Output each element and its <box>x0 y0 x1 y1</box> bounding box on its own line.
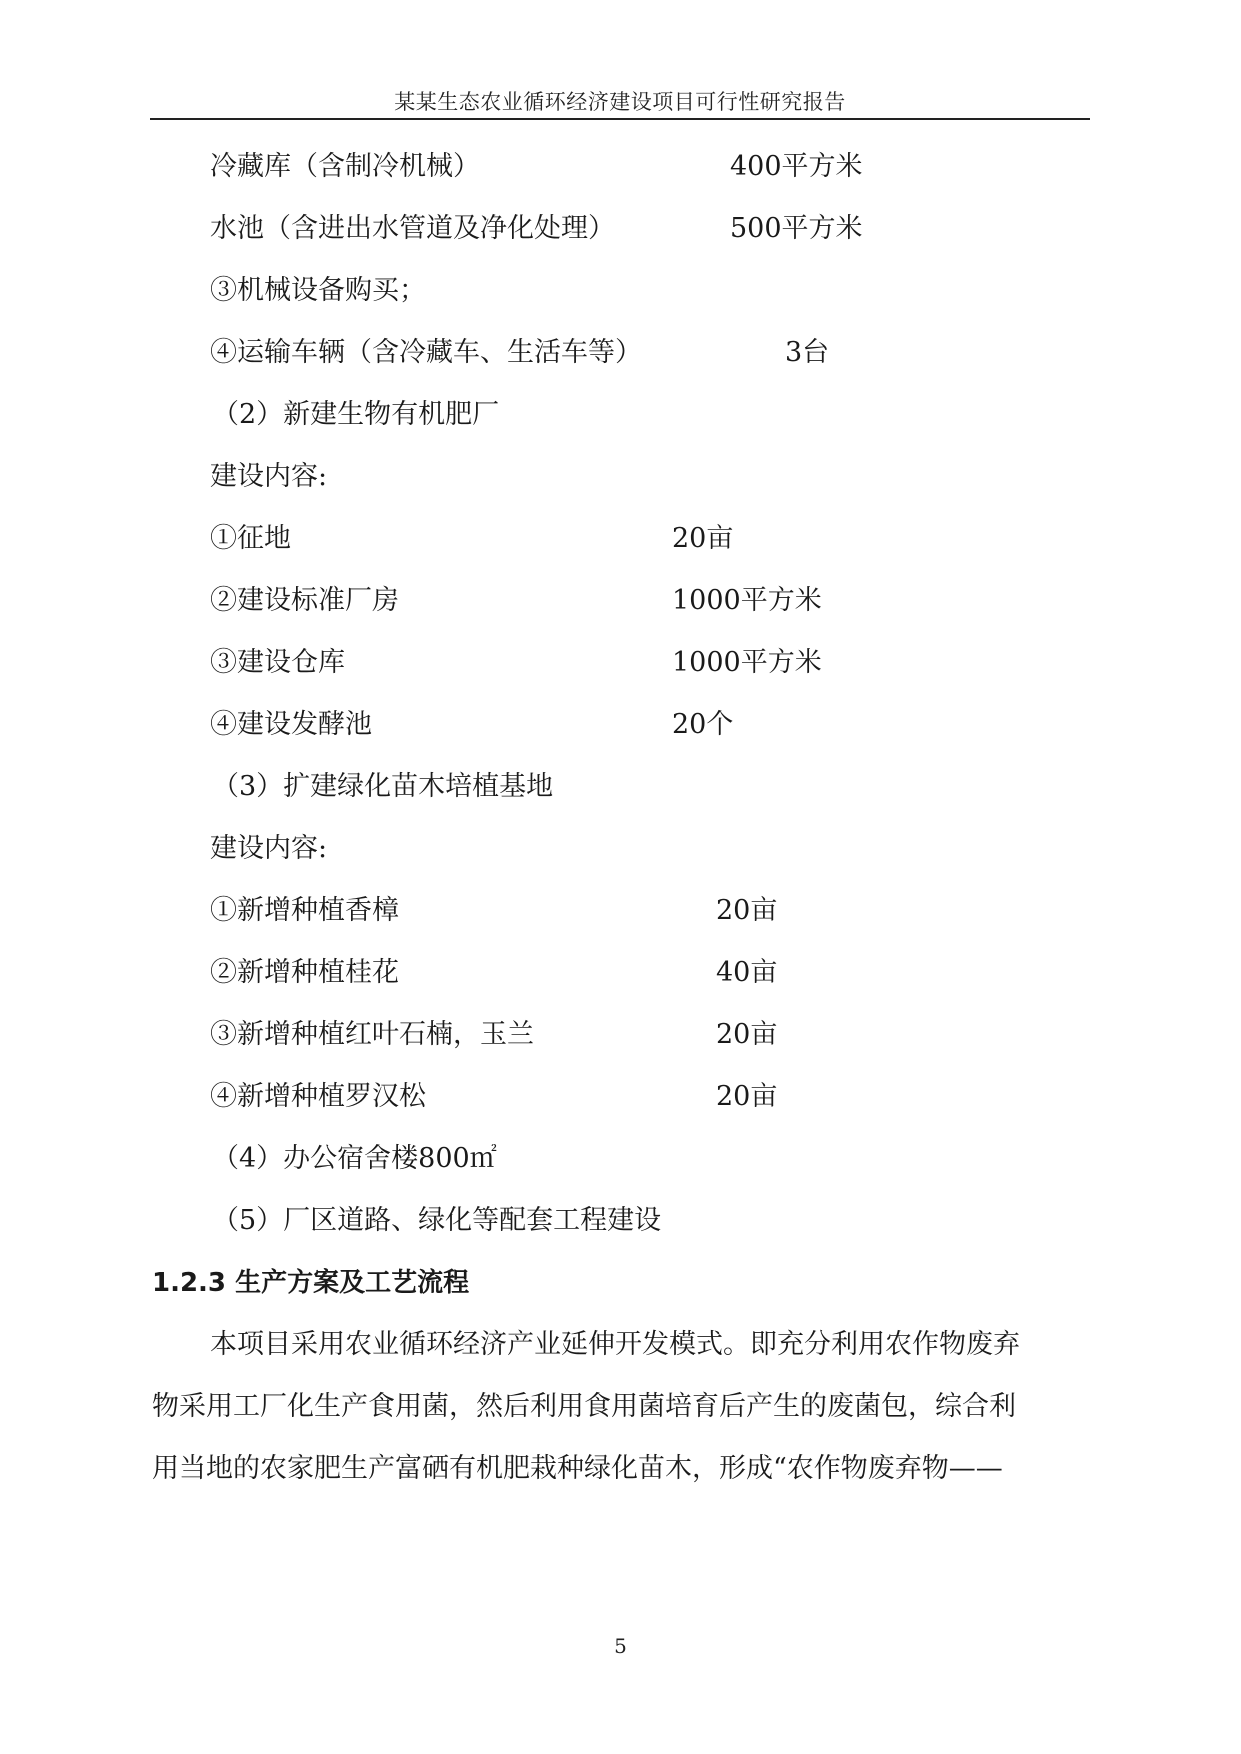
item-value-workshop: 1000平方米 <box>672 585 822 616</box>
item-label-water-pool: 水池（含进出水管道及净化处理） <box>210 213 615 244</box>
item-label-land: ①征地 <box>210 523 291 554</box>
page-number: 5 <box>614 1634 627 1658</box>
header-divider <box>150 118 1090 120</box>
item-value-photinia: 20亩 <box>716 1019 778 1050</box>
item-value-fermentation: 20个 <box>672 709 734 740</box>
item-label-photinia: ③新增种植红叶石楠，玉兰 <box>210 1019 534 1050</box>
item-value-water-pool: 500平方米 <box>730 213 863 244</box>
item-value-vehicles: 3台 <box>785 337 830 368</box>
paragraph-line-1: 本项目采用农业循环经济产业延伸开发模式。即充分利用农作物废弃 <box>210 1329 1020 1360</box>
section-heading: 1.2.3 生产方案及工艺流程 <box>152 1268 470 1298</box>
item-value-land: 20亩 <box>672 523 734 554</box>
subsection-roads-greening: （5）厂区道路、绿化等配套工程建设 <box>212 1205 662 1236</box>
item-label-osmanthus: ②新增种植桂花 <box>210 957 399 988</box>
item-label-podocarpus: ④新增种植罗汉松 <box>210 1081 426 1112</box>
item-label-workshop: ②建设标准厂房 <box>210 585 399 616</box>
item-label-warehouse: ③建设仓库 <box>210 647 345 678</box>
construction-content-label-2: 建设内容: <box>210 833 328 864</box>
item-value-podocarpus: 20亩 <box>716 1081 778 1112</box>
item-value-warehouse: 1000平方米 <box>672 647 822 678</box>
item-value-osmanthus: 40亩 <box>716 957 778 988</box>
subsection-nursery: （3）扩建绿化苗木培植基地 <box>212 771 554 802</box>
item-label-camphor: ①新增种植香樟 <box>210 895 399 926</box>
subsection-office-building: （4）办公宿舍楼800㎡ <box>212 1143 497 1174</box>
paragraph-line-3: 用当地的农家肥生产富硒有机肥栽种绿化苗木，形成“农作物废弃物—— <box>152 1453 1003 1484</box>
item-value-camphor: 20亩 <box>716 895 778 926</box>
item-label-machinery: ③机械设备购买； <box>210 275 426 306</box>
item-label-cold-storage: 冷藏库（含制冷机械） <box>210 151 480 182</box>
item-label-fermentation: ④建设发酵池 <box>210 709 372 740</box>
paragraph-line-2: 物采用工厂化生产食用菌，然后利用食用菌培育后产生的废菌包，综合利 <box>152 1391 1016 1422</box>
item-value-cold-storage: 400平方米 <box>730 151 863 182</box>
construction-content-label: 建设内容: <box>210 461 328 492</box>
subsection-fertilizer-plant: （2）新建生物有机肥厂 <box>212 399 500 430</box>
item-label-vehicles: ④运输车辆（含冷藏车、生活车等） <box>210 337 642 368</box>
page-header-title: 某某生态农业循环经济建设项目可行性研究报告 <box>394 90 846 114</box>
